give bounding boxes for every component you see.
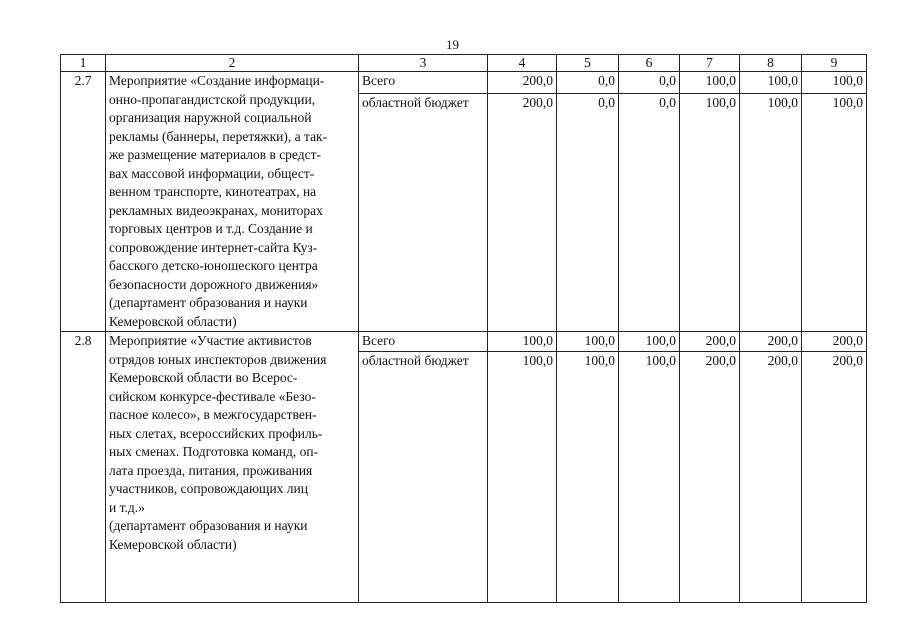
measure-description: Мероприятие «Участие активистов отрядов юных инспекторов движения Кемеровской области во Всерос- сийском конкурсе-фестивале «Безо- пасное колесо», в межгосударствен- ных слетах, всероссийских профиль- ных сменах. Подготовка команд, оп- лата проезда, питания, проживания участников, сопровождающих лиц и т.д.» (департамент образования и науки Кемеровской области) xyxy=(106,332,359,603)
column-header: 5 xyxy=(557,55,619,72)
measure-number: 2.8 xyxy=(61,332,106,603)
column-header: 2 xyxy=(106,55,359,72)
funding-value: 100,0 xyxy=(802,93,867,331)
funding-value: 100,0 xyxy=(619,332,680,352)
page-number: 19 xyxy=(446,37,459,52)
funding-source: областной бюджет xyxy=(359,93,488,331)
funding-value: 100,0 xyxy=(680,93,740,331)
column-header: 6 xyxy=(619,55,680,72)
funding-value: 100,0 xyxy=(802,72,867,94)
funding-value: 100,0 xyxy=(488,351,557,602)
funding-value: 200,0 xyxy=(802,332,867,352)
column-header: 7 xyxy=(680,55,740,72)
funding-source: областной бюджет xyxy=(359,351,488,602)
funding-value: 0,0 xyxy=(557,72,619,94)
funding-value: 0,0 xyxy=(619,93,680,331)
funding-value: 100,0 xyxy=(619,351,680,602)
column-number-header-row xyxy=(61,55,867,72)
funding-value: 200,0 xyxy=(488,72,557,94)
funding-source: Всего xyxy=(359,332,488,352)
measure-number: 2.7 xyxy=(61,72,106,332)
funding-value: 100,0 xyxy=(680,72,740,94)
column-header: 9 xyxy=(802,55,867,72)
funding-source: Всего xyxy=(359,72,488,94)
table-row xyxy=(61,72,867,94)
funding-value: 100,0 xyxy=(557,351,619,602)
funding-value: 0,0 xyxy=(619,72,680,94)
program-measures-table xyxy=(60,54,867,603)
funding-value: 100,0 xyxy=(488,332,557,352)
column-header: 1 xyxy=(61,55,106,72)
measure-description: Мероприятие «Создание информаци- онно-пропагандистской продукции, организация наружной социальной рекламы (баннеры, перетяжки), а так- же размещение материалов в средст- вах массовой информации, общест- венном транспорте, кинотеатрах, на рекламных видеоэкранах, мониторах торговых центров и т.д. Создание и сопровождение интернет-сайта Куз- басского детско-юношеского центра безопасности дорожного движения» (департамент образования и науки Кемеровской области) xyxy=(106,72,359,332)
funding-value: 200,0 xyxy=(680,332,740,352)
funding-value: 200,0 xyxy=(740,351,802,602)
column-header: 3 xyxy=(359,55,488,72)
funding-value: 100,0 xyxy=(740,72,802,94)
table-row xyxy=(61,332,867,352)
funding-value: 100,0 xyxy=(557,332,619,352)
funding-value: 200,0 xyxy=(740,332,802,352)
column-header: 8 xyxy=(740,55,802,72)
funding-value: 200,0 xyxy=(488,93,557,331)
funding-value: 0,0 xyxy=(557,93,619,331)
funding-value: 100,0 xyxy=(740,93,802,331)
column-header: 4 xyxy=(488,55,557,72)
funding-value: 200,0 xyxy=(802,351,867,602)
funding-value: 200,0 xyxy=(680,351,740,602)
